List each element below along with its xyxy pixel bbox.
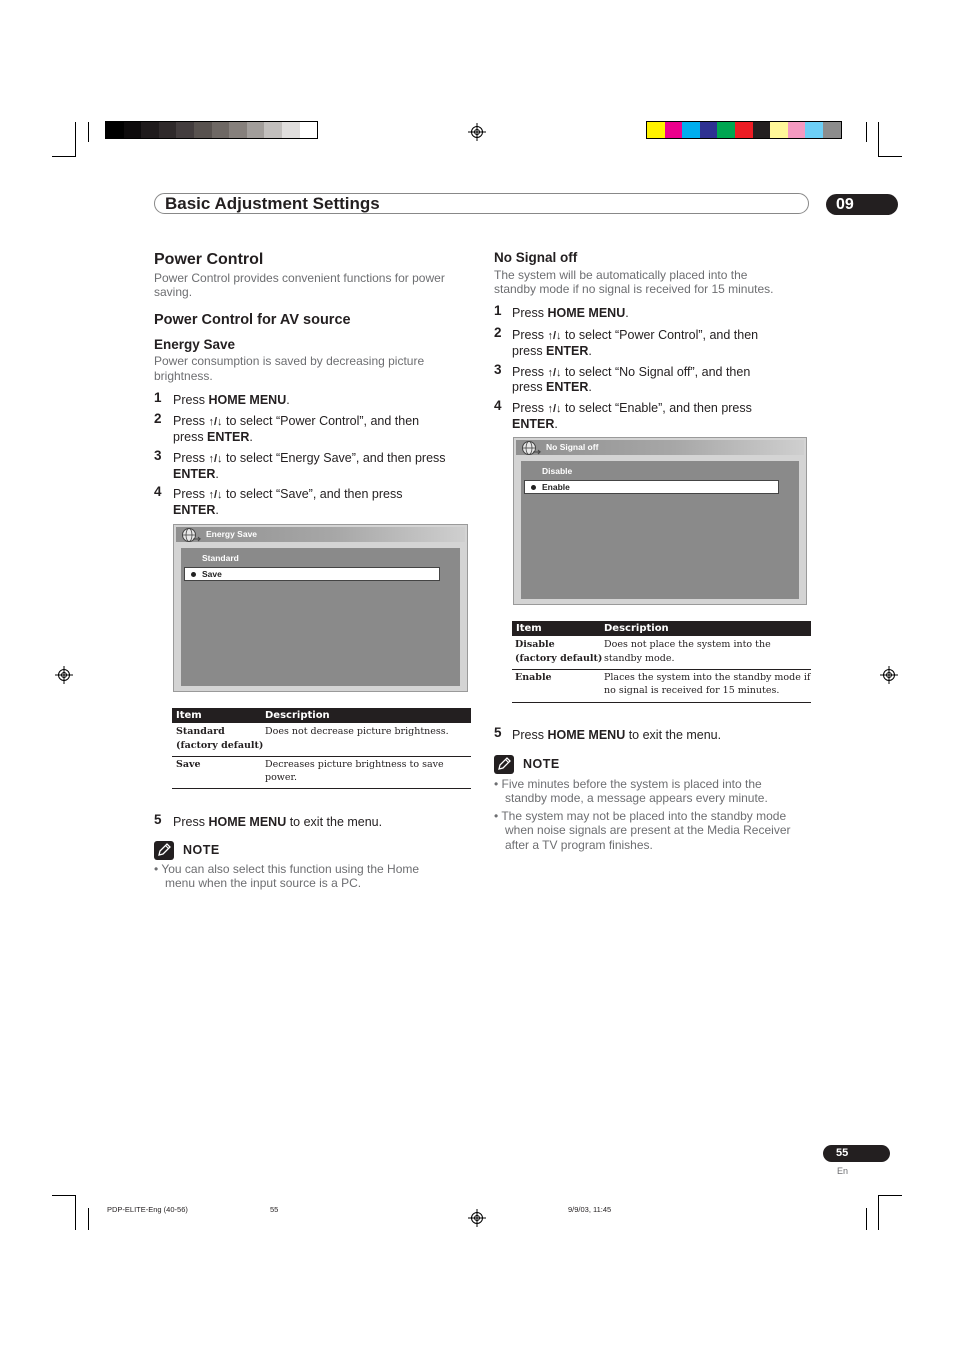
color-swatch — [823, 122, 841, 138]
osd-title: No Signal off — [546, 442, 599, 452]
note-text: • You can also select this function using the Home — [154, 862, 420, 876]
feature-description: brightness. — [154, 369, 213, 383]
table-divider — [512, 669, 811, 670]
note-label: NOTE — [523, 757, 560, 771]
color-swatch — [753, 122, 771, 138]
crop-mark — [866, 1208, 867, 1230]
osd-option: Disable — [542, 466, 573, 476]
note-label: NOTE — [183, 843, 220, 857]
note-text: • Five minutes before the system is placed into the — [494, 777, 762, 791]
osd-title-bar — [176, 527, 465, 542]
footer-timestamp: 9/9/03, 11:45 — [568, 1205, 612, 1214]
feature-description: The system will be automatically placed into the — [494, 268, 748, 282]
crop-mark — [878, 156, 902, 157]
grayscale-color-bar — [105, 121, 318, 139]
up-down-arrow-icon: ↑/↓ — [208, 489, 223, 501]
table-divider — [512, 702, 811, 703]
note-pencil-icon — [494, 755, 514, 774]
chapter-badge: 09 — [826, 194, 898, 215]
selection-dot-icon — [191, 572, 196, 577]
crop-mark — [75, 122, 76, 157]
osd-screen-energy-save — [173, 524, 468, 692]
color-swatch — [647, 122, 665, 138]
osd-selected-option: Save — [184, 567, 440, 581]
registration-mark-icon — [55, 666, 73, 684]
crop-mark — [88, 122, 89, 142]
osd-menu-panel — [521, 461, 799, 599]
selection-dot-icon — [531, 485, 536, 490]
crop-mark — [878, 122, 879, 157]
registration-mark-icon — [468, 1209, 486, 1227]
color-swatch — [282, 122, 300, 138]
color-swatch — [141, 122, 159, 138]
color-swatch — [124, 122, 142, 138]
crop-mark — [75, 1195, 76, 1230]
color-swatch — [212, 122, 230, 138]
registration-mark-icon — [468, 123, 486, 141]
crop-mark — [878, 1195, 902, 1196]
table-divider — [172, 756, 471, 757]
up-down-arrow-icon: ↑/↓ — [547, 403, 562, 415]
color-swatch — [788, 122, 806, 138]
crop-mark — [88, 1208, 89, 1230]
up-down-arrow-icon: ↑/↓ — [208, 416, 223, 428]
language-label: En — [837, 1166, 849, 1176]
osd-screen-no-signal-off — [513, 437, 807, 605]
note-text: menu when the input source is a PC. — [165, 876, 362, 890]
note-text: after a TV program finishes. — [505, 838, 653, 852]
color-swatch — [770, 122, 788, 138]
osd-title-bar — [516, 440, 804, 455]
feature-description: standby mode if no signal is received for 15 minutes. — [494, 282, 774, 296]
osd-title: Energy Save — [206, 529, 258, 539]
section-description: Power Control provides convenient functions for power — [154, 271, 445, 285]
color-swatch — [735, 122, 753, 138]
color-swatch — [159, 122, 177, 138]
subsection-heading: Power Control for AV source — [154, 312, 351, 328]
section-heading: Power Control — [154, 251, 264, 268]
footer-file-page: 55 — [270, 1205, 279, 1214]
table-header: Item Description — [512, 621, 811, 636]
note-pencil-icon — [154, 841, 174, 860]
color-swatch — [805, 122, 823, 138]
osd-menu-panel — [181, 548, 460, 686]
page-title: Basic Adjustment Settings — [165, 194, 380, 213]
crop-mark — [52, 1195, 76, 1196]
osd-option: Standard — [202, 553, 239, 563]
feature-heading: Energy Save — [154, 337, 236, 352]
page-number-badge: 55 — [823, 1145, 890, 1162]
color-swatch — [229, 122, 247, 138]
color-swatch — [264, 122, 282, 138]
globe-icon — [180, 527, 202, 543]
osd-selected-option: Enable — [524, 480, 779, 494]
color-swatch — [300, 122, 318, 138]
crop-mark — [878, 1195, 879, 1230]
footer-filename: PDP-ELITE-Eng (40-56) — [107, 1205, 188, 1214]
note-text: • The system may not be placed into the standby mode — [494, 809, 787, 823]
note-text: standby mode, a message appears every minute. — [505, 791, 768, 805]
feature-description: Power consumption is saved by decreasing picture — [154, 354, 425, 368]
color-swatch — [717, 122, 735, 138]
color-swatch — [176, 122, 194, 138]
feature-heading: No Signal off — [494, 250, 578, 265]
color-swatch — [665, 122, 683, 138]
crop-mark — [52, 156, 76, 157]
registration-mark-icon — [880, 666, 898, 684]
color-swatch — [700, 122, 718, 138]
color-swatch — [106, 122, 124, 138]
up-down-arrow-icon: ↑/↓ — [547, 367, 562, 379]
globe-icon — [520, 440, 542, 456]
table-header: Item Description — [172, 708, 471, 723]
up-down-arrow-icon: ↑/↓ — [208, 453, 223, 465]
color-swatch — [682, 122, 700, 138]
process-color-bar — [646, 121, 842, 139]
color-swatch — [194, 122, 212, 138]
note-text: when noise signals are present at the Media Receiver — [505, 823, 791, 837]
section-description: saving. — [154, 285, 193, 299]
up-down-arrow-icon: ↑/↓ — [547, 330, 562, 342]
table-divider — [172, 788, 471, 789]
crop-mark — [866, 122, 867, 142]
color-swatch — [247, 122, 265, 138]
